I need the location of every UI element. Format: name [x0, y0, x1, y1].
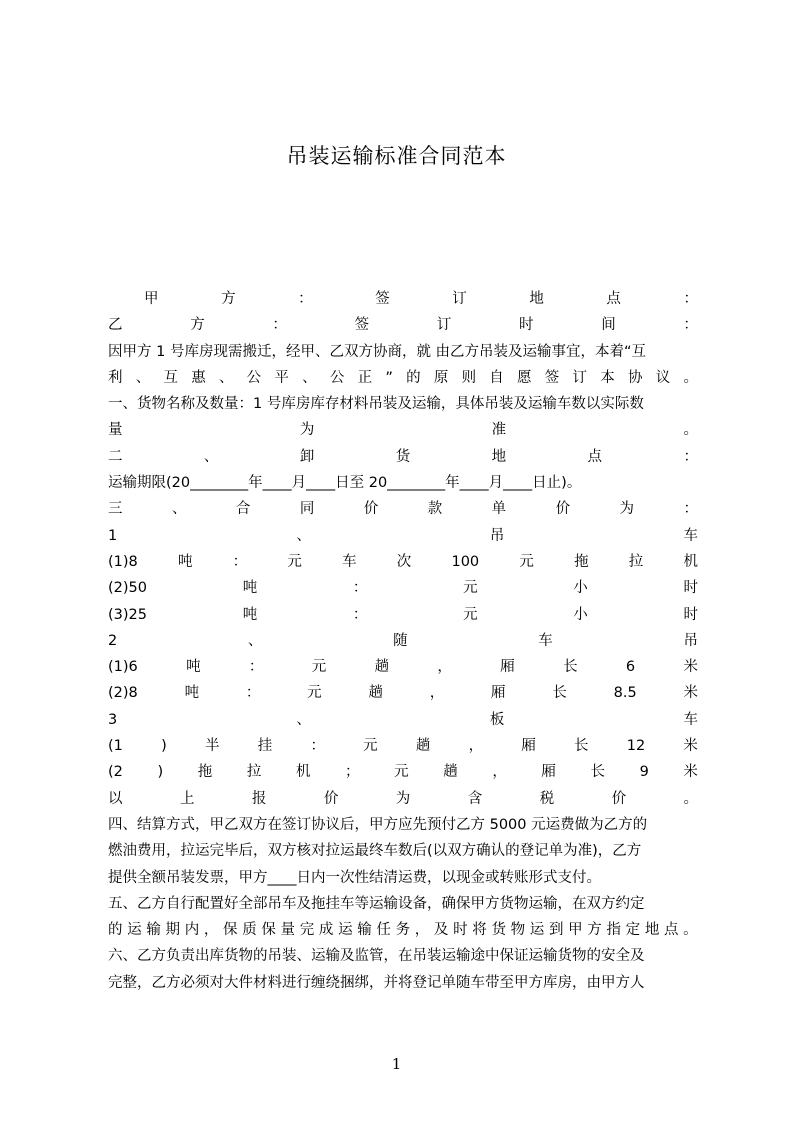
line-token: 、: [296, 527, 311, 544]
line-token: 吨: [242, 606, 258, 623]
line-token: 上: [179, 790, 195, 807]
line-token: ：: [352, 606, 368, 623]
line-token: 、: [302, 369, 317, 386]
line-token: 内: [184, 922, 200, 939]
line-token: ：: [310, 738, 325, 755]
line-token: ：: [683, 317, 698, 334]
line-token: ：: [683, 448, 698, 465]
line-token: 吨: [184, 685, 200, 702]
line-token: 米: [683, 738, 698, 755]
line-token: (1)8: [108, 553, 138, 570]
line-token: 货: [395, 448, 411, 465]
line-token: 。: [683, 922, 698, 939]
line-token: 为: [299, 422, 315, 439]
line-token: 将: [472, 922, 487, 939]
body-line: [108, 707, 698, 733]
line-token: 吊: [683, 632, 698, 649]
line-token: 准: [491, 422, 507, 439]
line-token: 车: [538, 632, 553, 649]
line-token: 元: [463, 580, 478, 597]
line-token: ，: [429, 685, 445, 702]
line-token: 为: [395, 790, 411, 807]
line-token: 签: [375, 291, 390, 307]
line-token: 平: [274, 369, 289, 386]
line-token: 方: [587, 922, 602, 939]
line-token: 价: [323, 790, 339, 807]
line-token: 同: [299, 501, 315, 518]
line-token: 元: [311, 659, 327, 676]
line-token: 运: [127, 922, 142, 939]
line-token: 2: [108, 632, 118, 649]
line-token: 公: [329, 369, 345, 386]
line-token: (2: [108, 764, 123, 781]
body-line: [108, 575, 698, 601]
line-token: ；: [345, 764, 360, 781]
body-line: [108, 444, 698, 470]
line-token: 挂: [257, 738, 273, 755]
line-token: 成: [318, 922, 334, 939]
line-token: 拖: [197, 764, 213, 781]
line-token: 为: [619, 501, 634, 518]
line-token: 3: [108, 711, 118, 728]
line-token: 定: [625, 922, 641, 939]
line-token: 原: [433, 369, 449, 386]
line-token: 量: [280, 922, 296, 939]
line-token: 质: [242, 922, 257, 939]
body-line: 燃油费用，拉运完毕后，双方核对拉运最终车数后(以双方确认的登记单为准)，乙方: [108, 843, 642, 860]
line-token: 及: [433, 922, 449, 939]
line-token: 则: [461, 369, 477, 386]
line-token: 长: [552, 685, 567, 702]
line-token: 款: [427, 501, 443, 518]
line-token: 的: [108, 922, 123, 939]
line-token: 三: [108, 501, 123, 518]
line-token: ：: [272, 317, 287, 334]
line-token: 小: [573, 606, 588, 623]
document-title: 吊装运输标准合同范本: [286, 144, 507, 168]
line-token: 元: [394, 764, 409, 781]
line-token: 互: [163, 369, 178, 386]
body-line: [108, 549, 698, 575]
body-line: [108, 523, 698, 549]
line-token: (2)8: [108, 685, 138, 702]
line-token: (1: [108, 738, 123, 755]
line-token: 惠: [191, 369, 206, 386]
line-token: 任: [376, 922, 391, 939]
body-line: [108, 417, 698, 443]
line-token: 车: [683, 711, 698, 728]
line-token: ”: [385, 369, 393, 386]
line-token: 输: [146, 922, 161, 939]
line-token: 保: [223, 922, 238, 939]
line-token: 机: [295, 764, 311, 781]
line-token: 期: [165, 922, 181, 939]
body-line: 一、货物名称及数量：1 号库房库存材料吊装及运输，具体吊装及运输车数以实际数: [108, 396, 644, 413]
line-token: ：: [352, 580, 368, 597]
line-token: 吨: [242, 580, 258, 597]
line-token: 拉: [246, 764, 262, 781]
line-token: 运: [529, 922, 545, 939]
line-token: 签: [544, 369, 560, 386]
line-token: 订: [436, 317, 452, 334]
line-token: 方: [221, 291, 236, 307]
line-token: 吨: [177, 553, 193, 570]
line-token: ：: [248, 659, 264, 676]
line-token: 利: [108, 369, 123, 386]
body-line: 五、乙方自行配置好全部吊车及拖挂车等运输设备，确保甲方货物运输，在双方约定: [108, 895, 645, 912]
line-token: 时: [683, 606, 698, 623]
line-token: ，: [492, 764, 507, 781]
line-token: 以: [108, 790, 123, 807]
line-token: ，: [414, 922, 430, 939]
body-line: 六、乙方负责出库货物的吊装、运输及监管，在吊装运输途中保证运输货物的安全及: [108, 948, 645, 965]
line-token: 元: [287, 553, 302, 570]
body-line: [108, 759, 698, 785]
line-token: 长: [590, 764, 605, 781]
line-token: 正: [357, 369, 373, 386]
body-line: 因甲方 1 号库房现需搬迁，经甲、乙双方协商，就 由乙方吊装及运输事宜，本着“互: [108, 343, 647, 360]
body-line: [108, 917, 698, 943]
body-line: [108, 786, 698, 812]
line-token: 100: [451, 553, 480, 570]
line-token: 吊: [489, 527, 505, 544]
line-token: 厢: [500, 659, 515, 676]
line-token: 长: [563, 659, 578, 676]
body-line: [108, 628, 698, 654]
line-token: ): [161, 738, 167, 755]
line-token: 9: [639, 764, 649, 781]
line-token: 乙: [108, 317, 123, 334]
line-token: 趟: [443, 764, 458, 781]
line-token: 含: [467, 790, 483, 807]
line-token: 卸: [299, 448, 315, 465]
line-token: 、: [296, 711, 311, 728]
body-line: [108, 733, 698, 759]
line-token: 。: [683, 369, 698, 386]
document-body: [108, 286, 698, 996]
line-token: 板: [489, 711, 505, 728]
line-token: 间: [601, 317, 616, 334]
line-token: 车: [683, 527, 698, 544]
line-token: 6: [625, 659, 636, 676]
body-line: 提供全额吊装发票，甲方____日内一次性结清运费，以现金或转账形式支付。: [108, 869, 601, 886]
line-token: 价: [611, 790, 627, 807]
line-token: 二: [108, 448, 123, 465]
line-token: 趟: [415, 738, 431, 755]
line-token: 次: [396, 553, 412, 570]
line-token: 、: [203, 448, 219, 465]
line-token: 、: [218, 369, 234, 386]
line-token: 趟: [374, 659, 390, 676]
body-line: 完整，乙方必须对大件材料进行缠绕捆绑，并将登记单随车带至甲方库房，由甲方人: [108, 974, 645, 991]
line-token: 地: [529, 291, 544, 307]
line-token: 保: [261, 922, 276, 939]
page-number: 1: [391, 1055, 402, 1073]
line-token: 指: [606, 922, 621, 939]
line-token: (1)6: [108, 659, 138, 676]
line-token: 趟: [368, 685, 383, 702]
body-line: 四、结算方式，甲乙双方在签订协议后，甲方应先预付乙方 5000 元运费做为乙方的: [108, 816, 648, 833]
line-token: ：: [683, 291, 698, 307]
line-token: 随: [393, 632, 408, 649]
line-token: 米: [683, 764, 698, 781]
line-token: 米: [683, 659, 698, 676]
line-token: ：: [245, 685, 261, 702]
line-token: 时: [683, 580, 698, 597]
line-token: 愿: [517, 369, 532, 386]
line-token: 公: [246, 369, 262, 386]
line-token: ：: [298, 291, 313, 307]
line-token: 元: [363, 738, 378, 755]
line-token: (3)25: [108, 606, 147, 623]
body-line: [108, 496, 698, 522]
line-token: 单: [491, 501, 507, 518]
line-token: 机: [683, 553, 698, 570]
line-token: 厢: [491, 685, 506, 702]
line-token: 吨: [186, 659, 201, 676]
line-token: 。: [683, 422, 698, 439]
line-token: 协: [627, 369, 643, 386]
line-token: 自: [489, 369, 504, 386]
line-token: 订: [452, 291, 467, 307]
line-token: 元: [307, 685, 322, 702]
line-token: 。: [683, 790, 698, 807]
line-token: 元: [519, 553, 534, 570]
line-token: 签: [354, 317, 370, 334]
body-line: [108, 365, 698, 391]
line-token: 元: [463, 606, 478, 623]
line-token: 价: [363, 501, 379, 518]
line-token: 半: [205, 738, 220, 755]
line-token: ，: [437, 659, 452, 676]
line-token: (2)50: [108, 580, 147, 597]
line-token: 1: [108, 527, 118, 544]
line-token: 地: [491, 448, 507, 465]
line-token: 价: [555, 501, 571, 518]
line-token: 小: [573, 580, 588, 597]
line-token: 报: [251, 790, 267, 807]
line-token: 合: [235, 501, 251, 518]
line-token: 时: [519, 317, 534, 334]
line-token: 物: [510, 922, 526, 939]
line-token: 拉: [628, 553, 644, 570]
line-token: ，: [468, 738, 484, 755]
line-token: 地: [644, 922, 660, 939]
line-token: 时: [453, 922, 468, 939]
line-token: 点: [606, 291, 621, 307]
line-token: 输: [357, 922, 372, 939]
body-line: [108, 286, 698, 312]
line-token: 点: [663, 922, 679, 939]
line-token: 拖: [574, 553, 589, 570]
line-token: 的: [406, 369, 421, 386]
line-token: 、: [171, 501, 187, 518]
body-line: 运输期限(20________年____月____日至 20________年____月____日止)。: [108, 475, 582, 492]
body-line: [108, 680, 698, 706]
line-token: 税: [539, 790, 555, 807]
line-token: 、: [135, 369, 151, 386]
line-token: 12: [626, 738, 646, 755]
line-token: 本: [600, 369, 615, 386]
line-token: 运: [338, 922, 353, 939]
body-line: [108, 602, 698, 628]
line-token: 甲: [568, 922, 583, 939]
line-token: 务: [395, 922, 411, 939]
body-line: [108, 654, 698, 680]
line-token: 完: [299, 922, 315, 939]
line-token: 厢: [541, 764, 556, 781]
line-token: 点: [587, 448, 603, 465]
line-token: 米: [683, 685, 698, 702]
line-token: ：: [683, 501, 698, 518]
line-token: 方: [190, 317, 205, 334]
line-token: ：: [232, 553, 248, 570]
line-token: 长: [574, 738, 589, 755]
line-token: 车: [342, 553, 357, 570]
line-token: 8.5: [613, 685, 637, 702]
line-token: 货: [491, 922, 506, 939]
line-token: 到: [548, 922, 564, 939]
line-token: ，: [203, 922, 219, 939]
body-line: [108, 312, 698, 338]
line-token: ): [157, 764, 164, 781]
line-token: 、: [247, 632, 263, 649]
line-token: 厢: [521, 738, 536, 755]
line-token: 议: [655, 369, 671, 386]
line-token: 订: [572, 369, 587, 386]
line-token: 量: [108, 422, 123, 439]
line-token: 甲: [144, 291, 159, 307]
